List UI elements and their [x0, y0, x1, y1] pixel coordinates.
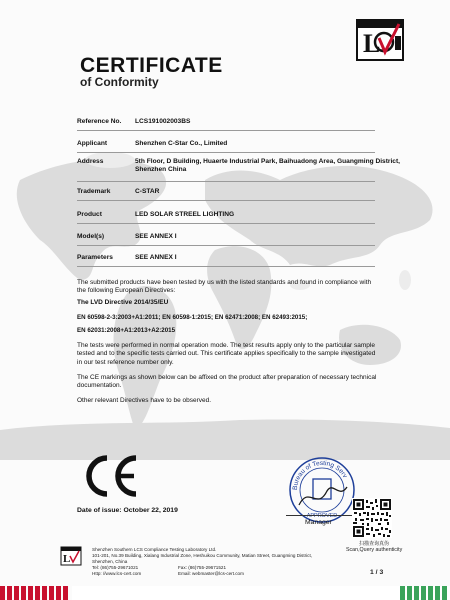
manager-label: Manager — [305, 519, 332, 526]
standards-line-1: EN 60598-2-3:2003+A1:2011; EN 60598-1:2015; EN 62471:2008; EN 62493:2015; — [77, 314, 308, 321]
divider — [77, 245, 375, 246]
footer-tel: Tel: (86)755-29671021 — [92, 565, 139, 570]
stamp-top-text: Bureau of Testing Serv — [291, 459, 349, 491]
divider — [77, 223, 375, 224]
field-label: Parameters — [77, 254, 113, 261]
footer-lcs-logo — [60, 546, 82, 566]
tests-note: The tests were performed in normal operation mode. The test results apply only to the particular sample tested and to the specific tests carried out. This certificate applies specifically to the sample investigated in our test reference number only. — [77, 342, 376, 366]
field-value: SEE ANNEX I — [135, 233, 177, 240]
field-value: LCS191002003BS — [135, 118, 191, 125]
stamp-bottom-text: APPROVED — [306, 513, 338, 519]
svg-text:L: L — [363, 29, 381, 58]
field-value: C-STAR — [135, 188, 160, 195]
svg-text:L: L — [63, 553, 71, 565]
footer-address-1: 101-201, No.39 Building, Xialang Industrial Zone, Heshuikou Community, Matian Street, Guangming District, — [92, 553, 313, 558]
field-value: LED SOLAR STREEL LIGHTING — [135, 211, 235, 218]
field-label: Reference No. — [77, 118, 122, 125]
field-label: Applicant — [77, 140, 108, 147]
ce-mark — [80, 452, 142, 500]
divider — [77, 152, 375, 153]
scan-caption-en: Scan,Query authenticity — [346, 547, 403, 553]
page-number: 1 / 3 — [370, 569, 384, 576]
certificate-subtitle: of Conformity — [80, 75, 159, 89]
footer-fax: Fax: (86)755-29671521 — [178, 565, 227, 570]
ce-note: The CE markings as shown below can be affixed on the product after preparation of necessary technical documentation. — [77, 374, 377, 390]
certificate-title: CERTIFICATE — [80, 54, 223, 77]
field-value: Shenzhen C-Star Co., Limited — [135, 140, 228, 147]
divider — [77, 130, 375, 131]
divider — [77, 266, 375, 267]
directive-text: The LVD Directive 2014/35/EU — [77, 299, 169, 306]
field-value: 5th Floor, D Building, Huaerte Industrial Park, Baihuadong Area, Guangming District, Shenzhen China — [135, 158, 401, 173]
divider — [77, 200, 375, 201]
footer-lab-name: Shenzhen Southern LCS Compliance Testing Laboratory Ltd. — [92, 547, 217, 552]
scan-caption-cn: 扫描查询真伪 — [359, 541, 390, 547]
field-label: Trademark — [77, 188, 111, 195]
field-label: Address — [77, 158, 104, 165]
qr-code[interactable] — [352, 498, 392, 538]
standards-line-2: EN 62031:2008+A1:2013+A2:2015 — [77, 327, 176, 334]
other-directives-note: Other relevant Directives have to be observed. — [77, 397, 212, 404]
field-value: SEE ANNEX I — [135, 254, 177, 261]
footer-address-2: Shenzhen, China — [92, 559, 128, 564]
footer-web[interactable]: Http: //www.lcs-cert.com — [92, 571, 142, 576]
footer-email[interactable]: Email: webmaster@lcs-cert.com — [178, 571, 244, 576]
field-label: Product — [77, 211, 102, 218]
lcs-logo — [355, 18, 405, 64]
divider — [77, 181, 375, 182]
intro-text: The submitted products have been tested by us with the listed standards and found in compliance with the following European Directives: — [77, 279, 372, 295]
issue-date: Date of issue: October 22, 2019 — [77, 507, 178, 514]
signature-line — [286, 515, 358, 516]
field-label: Model(s) — [77, 233, 105, 240]
footer-color-bar — [0, 580, 450, 600]
